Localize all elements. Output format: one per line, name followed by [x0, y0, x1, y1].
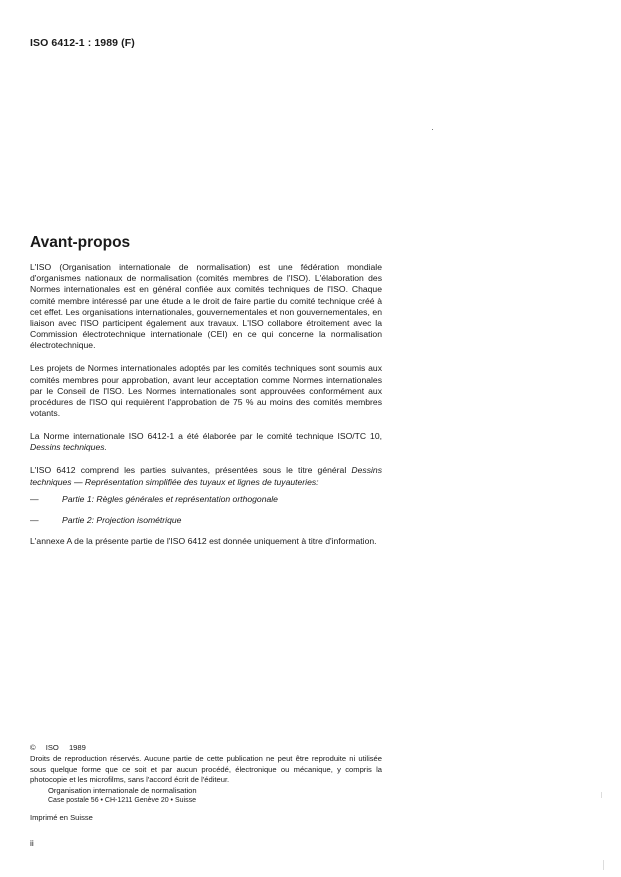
section-title: Avant-propos — [30, 234, 131, 251]
list-item — [30, 494, 382, 505]
list-item-label: Partie 1: Règles générales et représentation orthogonale — [62, 493, 278, 504]
scan-speck — [601, 792, 602, 798]
list-dash: — — [30, 493, 39, 504]
technical-committee-text: La Norme internationale ISO 6412-1 a été élaborée par le comité technique ISO/TC 10, — [30, 431, 382, 442]
copyright-owner: ISO — [45, 743, 59, 752]
copyright-block — [30, 743, 382, 824]
copyright-address: Case postale 56 • CH-1211 Genève 20 • Suisse — [48, 797, 196, 805]
parts-list — [30, 494, 382, 526]
paragraph-approval-process: Les projets de Normes internationales adoptés par les comités techniques sont soumis aux comités membres pour approbation, avant leur acceptation comme Normes internationales par le Conseil de l'ISO. Les Normes internationales sont approuvées conformément aux procédures de l'ISO qui requièrent l'approbation de 75 % au moins des comités membres votants. — [30, 363, 382, 419]
parts-intro-title: Dessins techniques — Représentation simplifiée des tuyaux et lignes de tuyauteries: — [30, 465, 382, 487]
list-item-label: Partie 2: Projection isométrique — [62, 514, 182, 525]
parts-intro-text: L'ISO 6412 comprend les parties suivantes, présentées sous le titre général — [30, 465, 347, 476]
foreword-body — [30, 262, 382, 559]
page-number: ii — [30, 838, 34, 848]
list-dash: — — [30, 514, 39, 525]
paragraph-parts-intro — [30, 465, 382, 487]
paragraph-annex-note: L'annexe A de la présente partie de l'ISO 6412 est donnée uniquement à titre d'information. — [30, 535, 377, 546]
paragraph-technical-committee — [30, 431, 382, 453]
page-header-standard-id: ISO 6412-1 : 1989 (F) — [30, 37, 135, 49]
copyright-rights: Droits de reproduction réservés. Aucune partie de cette publication ne peut être reproduite ni utilisée sous quelque forme que ce soit et par aucun procédé, électronique ou mécanique, y compris la photocopie et les microfilms, sans l'accord écrit de l'éditeur. — [30, 754, 382, 785]
copyright-line — [30, 743, 382, 753]
scan-speck — [432, 129, 433, 130]
copyright-organization: Organisation internationale de normalisation — [48, 785, 197, 795]
copyright-year: 1989 — [68, 743, 86, 752]
paragraph-iso-description: L'ISO (Organisation internationale de normalisation) est une fédération mondiale d'organismes nationaux de normalisation (comités membres de l'ISO). L'élaboration des Normes internationales est en général confiée aux comités techniques de l'ISO. Chaque comité membre intéressé par une étude a le droit de faire partie du comité technique créé à cet effet. Les organisations internationales, gouvernementales et non gouvernementales, en liaison avec l'ISO participent également aux travaux. L'ISO collabore étroitement avec la Commission électrotechnique internationale (CEI) en ce qui concerne la normalisation électrotechnique. — [30, 262, 382, 351]
scan-speck — [603, 860, 604, 870]
copyright-symbol: © — [30, 743, 36, 752]
list-item — [30, 515, 382, 526]
printed-in: Imprimé en Suisse — [30, 813, 93, 823]
technical-committee-title: Dessins techniques. — [30, 442, 107, 453]
